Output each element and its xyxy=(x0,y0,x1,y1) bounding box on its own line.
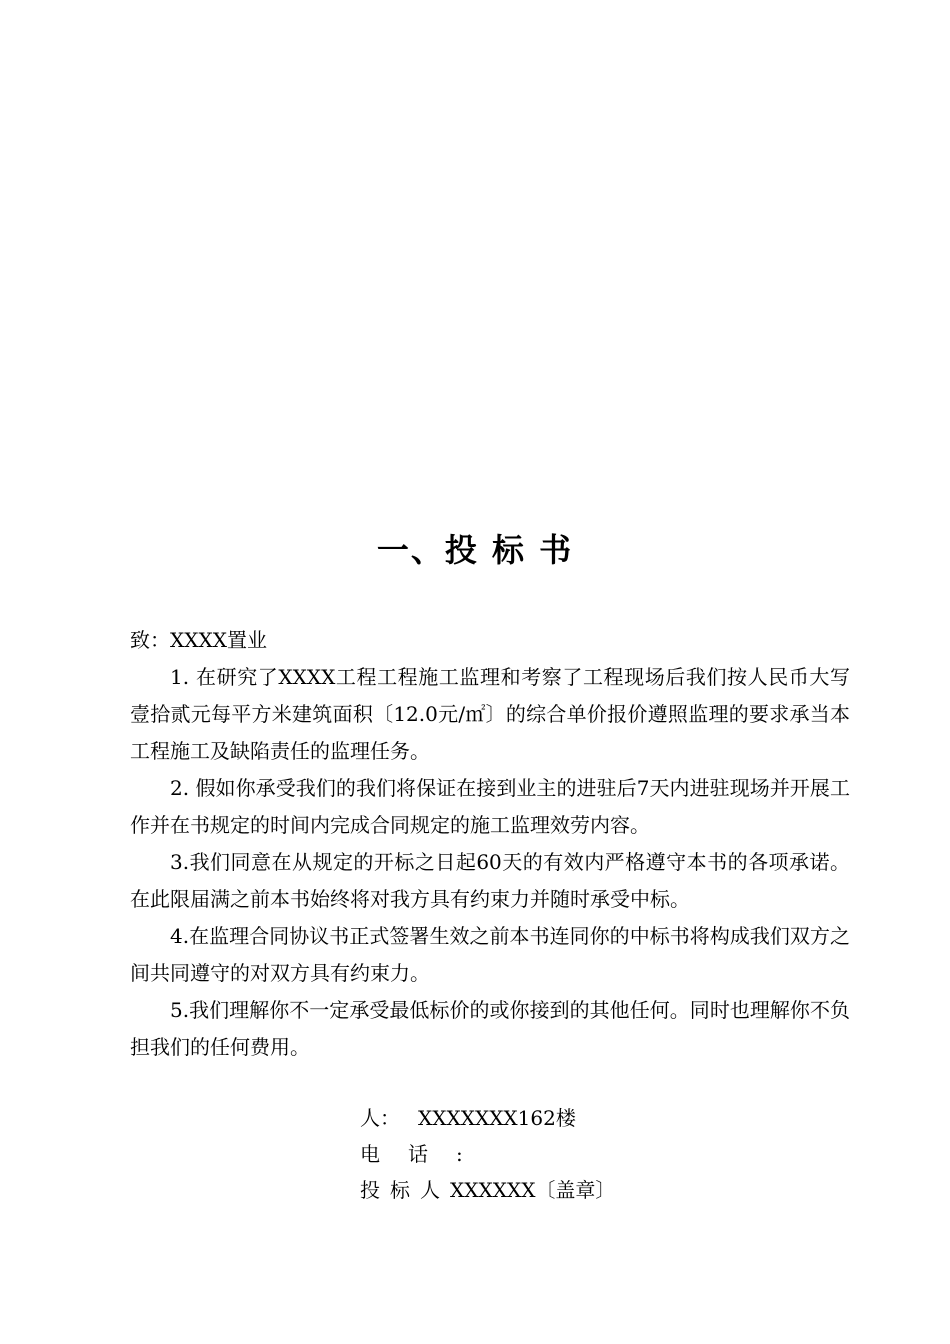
paragraph-1: 1. 在研究了XXXX工程工程施工监理和考察了工程现场后我们按人民币大写壹拾贰元每平方米建筑面积〔12.0元/㎡〕的综合单价报价遵照监理的要求承当本工程施工及缺陷责任的监理任务。 xyxy=(130,665,850,763)
person-label: 人： xyxy=(360,1106,400,1130)
phone-row xyxy=(360,1136,840,1172)
phone-label: 电话: xyxy=(360,1142,491,1166)
document-title: 一、投 标 书 xyxy=(376,531,574,569)
letter-body xyxy=(130,622,850,1066)
signature-block xyxy=(360,1100,840,1208)
bidder-value: XXXXXX〔盖章〕 xyxy=(450,1178,616,1202)
addressee-line: 致：XXXX置业 xyxy=(130,628,267,652)
paragraph-4: 4.在监理合同协议书正式签署生效之前本书连同你的中标书将构成我们双方之间共同遵守的对双方具有约束力。 xyxy=(130,924,850,985)
bidder-label: 投标人 xyxy=(360,1178,450,1202)
bidder-row xyxy=(360,1172,840,1208)
paragraph-5: 5.我们理解你不一定承受最低标价的或你接到的其他任何。同时也理解你不负担我们的任何费用。 xyxy=(130,998,850,1059)
person-row xyxy=(360,1100,840,1136)
paragraph-3: 3.我们同意在从规定的开标之日起60天的有效内严格遵守本书的各项承诺。在此限届满之前本书始终将对我方具有约束力并随时承受中标。 xyxy=(130,850,850,911)
paragraph-2: 2. 假如你承受我们的我们将保证在接到业主的进驻后7天内进驻现场并开展工作并在书规定的时间内完成合同规定的施工监理效劳内容。 xyxy=(130,776,850,837)
person-value: XXXXXXX162楼 xyxy=(418,1106,576,1130)
